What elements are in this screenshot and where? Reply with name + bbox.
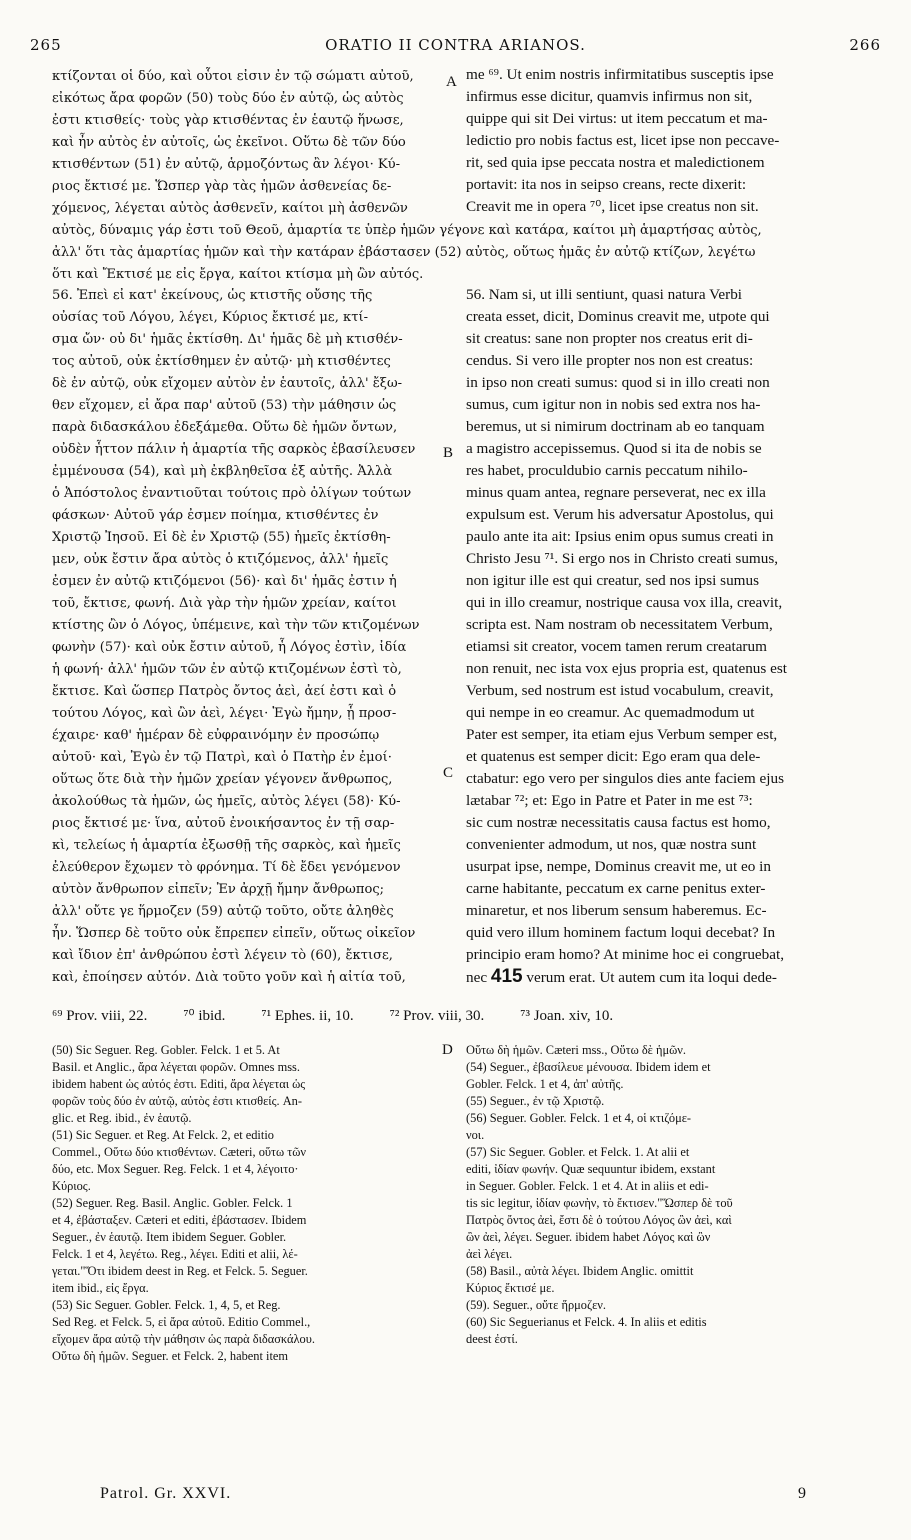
text-line: sic cum nostræ necessitatis causa factus est homo, [466, 814, 771, 831]
text-line: ὅτι καὶ Ἔκτισέ με εἰς ἔργα, καίτοι κτίσμα μὴ ὢν αὐτός. [52, 267, 424, 282]
text-line: scripta est. Nam nostram ob necessitatem Verbum, [466, 616, 773, 633]
reference-item: ⁷¹ Ephes. ii, 10. [261, 1008, 354, 1024]
text-line: a magistro accepissemus. Quod si ita de nobis se [466, 440, 762, 457]
text-line: convenienter admodum, ut nos, quæ nostra sunt [466, 836, 757, 853]
footnote-line: in Seguer. Gobler. Felck. 1 et 4. At in aliis et edi- [466, 1179, 709, 1193]
footnote-line: (50) Sic Seguer. Reg. Gobler. Felck. 1 et 5. At [52, 1043, 280, 1057]
footnote-line: Sed Reg. et Felck. 5, εἰ ἄρα αὐτοῦ. Editio Commel., [52, 1315, 311, 1329]
footnote-line: (52) Seguer. Reg. Basil. Anglic. Gobler. Felck. 1 [52, 1196, 293, 1210]
text-line: τούτου Λόγος, καὶ ὢν ἀεὶ, λέγει· Ἐγὼ ἤμην, ᾗ προσ- [52, 706, 397, 721]
text-line: τος αὐτοῦ, οὐκ ἐκτίσθημεν ἐν αὐτῷ· μὴ κτισθέντες [52, 354, 391, 369]
text-line: in ipso non creati sumus: quod si in illo creati non [466, 374, 770, 391]
greek-column-top [52, 66, 452, 220]
footnote-line: (58) Basil., αὐτὰ λέγει. Ibidem Anglic. omittit [466, 1264, 694, 1278]
footnote-line: γεται."Ὅτι ibidem deest in Reg. et Felck. 5. Seguer. [52, 1264, 308, 1278]
text-line: Verbum, sed nostrum est istud vocabulum, creavit, [466, 682, 774, 699]
footnote-line: (56) Seguer. Gobler. Felck. 1 et 4, οἱ κτιζόμε- [466, 1111, 692, 1125]
text-line: παρὰ διδασκάλου ἐδεξάμεθα. Οὕτω δὲ ἡμῶν ὄντων, [52, 420, 398, 435]
text-line: ἐσμεν ἐν αὐτῷ κτιζόμενοι (56)· καὶ δι' ἡμᾶς ἐστιν ἡ [52, 574, 397, 589]
footnote-line: Felck. 1 et 4, λεγέτω. Reg., λέγει. Editi et alii, λέ- [52, 1247, 298, 1261]
text-line: ριος ἔκτισέ με. Ὥσπερ γὰρ τὰς ἡμῶν ἀσθενείας δε- [52, 179, 392, 194]
text-line: θεν εἴχομεν, εἰ ἄρα παρ' αὐτοῦ (53) τὴν μάθησιν ὡς [52, 398, 397, 413]
footnote-line: Commel., Οὕτω δύο κτισθέντων. Cæteri, οὕτω τῶν [52, 1145, 306, 1159]
page-number-right: 266 [849, 36, 881, 54]
footnote-line: editi, ἰδίαν φωνήν. Quæ sequuntur ibidem, exstant [466, 1162, 716, 1176]
text-line: τοῦ, ἔκτισε, φωνή. Διὰ γὰρ τὴν ἡμῶν χρείαν, καίτοι [52, 596, 397, 611]
text-line: ριος ἔκτισέ με· ἵνα, αὐτοῦ ἐνοικήσαντος ἐν τῇ σαρ- [52, 816, 395, 831]
text-line: ἀκολούθως τὰ ἡμῶν, ὡς ἡμεῖς, αὐτὸς λέγει (58)· Κύ- [52, 794, 401, 809]
text-line: rit, sed quia ipse peccata nostra et maledictionem [466, 154, 765, 171]
text-line: Creavit me in opera ⁷⁰, licet ipse creatus non sit. [466, 198, 759, 215]
footnote-line: ibidem habent ὡς αὐτός ἐστι. Editi, ἄρα λέγεται ὡς [52, 1077, 306, 1091]
text-line: Χριστῷ Ἰησοῦ. Εἰ δὲ ἐν Χριστῷ (55) ἡμεῖς ἐκτίσθη- [52, 530, 391, 545]
text-line: qui in illo creamur, nostrique causa vox illa, creavit, [466, 594, 783, 611]
text-line: σμα ὤν· οὐ δι' ἡμᾶς ἐκτίσθη. Δι' ἡμᾶς δὲ μὴ κτισθέν- [52, 332, 403, 347]
text-line: ἀλλ' ὅτι τὰς ἁμαρτίας ἡμῶν καὶ τὴν κατάραν ἐβάστασεν (52) αὐτὸς, οὕτως ἡμᾶς ἐν αὐτῷ κτίζων, λεγέτω [52, 245, 756, 260]
section-marker-b: B [443, 445, 454, 461]
text-line: φάσκων· Αὐτοῦ γάρ ἐσμεν ποίημα, κτισθέντες ἐν [52, 508, 379, 523]
text-line: carne habitante, peccatum ex carne penitus exter- [466, 880, 766, 897]
section-marker-d: D [442, 1042, 453, 1058]
text-line: quid vero illum hominem factum loqui decebat? In [466, 924, 776, 941]
footnote-line: ἀεὶ λέγει. [466, 1247, 513, 1261]
text-line: καὶ ἦν αὐτὸς ἐν αὐτοῖς, ὡς ἐκεῖνοι. Οὕτω δὲ τῶν δύο [52, 135, 406, 150]
text-line: αὐτοῦ· καὶ, Ἐγὼ ἐν τῷ Πατρὶ, καὶ ὁ Πατὴρ ἐν ἐμοί· [52, 750, 392, 765]
text-line: ctabatur: ego vero per singulos dies ante faciem ejus [466, 770, 784, 787]
text-line: καὶ, ἐποίησεν αὐτόν. Διὰ τοῦτο γοῦν καὶ ἡ αἰτία τοῦ, [52, 970, 406, 985]
reference-item: ⁷⁰ ibid. [183, 1008, 226, 1024]
footnote-line: Κύριος. [52, 1179, 91, 1193]
text-line: ἐμμένουσα (54), καὶ μὴ ἐκβληθεῖσα ἐξ αὐτῆς. Ἀλλὰ [52, 464, 393, 479]
text-line: δὲ ἐν αὐτῷ, οὐκ εἴχομεν αὐτὸν ἐν ἑαυτοῖς, ἀλλ' ἔξω- [52, 376, 403, 391]
reference-item: ⁷² Prov. viii, 30. [389, 1008, 485, 1024]
text-line: καὶ ἴδιον ἐπ' ἀνθρώπου ἐστὶ λέγειν τὸ (60), ἔκτισε, [52, 948, 393, 963]
footnote-line: νοι. [466, 1128, 485, 1142]
running-head [30, 36, 881, 60]
footnote-line: Πατρὸς ὄντος ἀεὶ, ἔστι δὲ ὁ τούτου Λόγος ὢν ἀεὶ, καὶ [466, 1213, 732, 1227]
text-line: minaretur, et nos liberum sensum haberemus. Ec- [466, 902, 767, 919]
footer-signature: 9 [798, 1485, 806, 1502]
text-line: res habet, proculdubio carnis peccatum nihilo- [466, 462, 748, 479]
text-line: εἰκότως ἄρα φορῶν (50) τοὺς δύο ἐν αὐτῷ, ὡς αὐτὸς [52, 91, 404, 106]
footnote-line: εἴχομεν ἄρα αὐτῷ τὴν μάθησιν ὡς παρὰ διδασκάλου. [52, 1332, 315, 1346]
text-line: principio eram homo? At minime hoc ei congruebat, [466, 946, 785, 963]
footnote-line: Κύριος ἔκτισέ με. [466, 1281, 555, 1295]
text-line: ἐστι κτισθείς· τοὺς γὰρ κτισθέντας ἐν ἑαυτῷ ἥνωσε, [52, 113, 404, 128]
footnote-line: item ibid., εἰς ἔργα. [52, 1281, 149, 1295]
greek-full-width-text [52, 220, 878, 286]
text-line: κτίζονται οἱ δύο, καὶ οὗτοι εἰσιν ἐν τῷ σώματι αὐτοῦ, [52, 69, 414, 84]
text-line: me ⁶⁹. Ut enim nostris infirmitatibus susceptis ipse [466, 66, 774, 83]
text-line: minus quam antea, regnare perseverat, nec ex illa [466, 484, 766, 501]
text-line: ὁ Ἀπόστολος ἐναντιοῦται τούτοις πρὸ ὀλίγων τούτων [52, 486, 412, 501]
text-line: έχαιρε· καθ' ἡμέραν δὲ εὐφραινόμην ἐν προσώπῳ [52, 728, 380, 743]
text-line: οὐσίας τοῦ Λόγου, λέγει, Κύριος ἔκτισέ με, κτί- [52, 310, 369, 325]
footnote-line: (59). Seguer., οὔτε ἥρμοζεν. [466, 1298, 606, 1312]
footnote-line: ὢν ἀεὶ, λέγει. Seguer. ibidem habet Λόγος καὶ ὢν [466, 1230, 711, 1244]
footnote-line: (51) Sic Seguer. et Reg. At Felck. 2, et editio [52, 1128, 274, 1142]
text-line: 56. Nam si, ut illi sentiunt, quasi natura Verbi [466, 286, 743, 303]
text-line: 56. Ἐπεὶ εἰ κατ' ἐκείνους, ὡς κτιστῆς οὔσης τῆς [52, 288, 373, 303]
text-line [466, 966, 878, 989]
text-line: ἦν. Ὥσπερ δὲ τοῦτο οὐκ ἔπρεπεν εἰπεῖν, οὕτως οἰκεῖον [52, 926, 416, 941]
latin-column-main [466, 284, 878, 989]
greek-column-main [52, 285, 452, 989]
footnote-line: deest ἐστί. [466, 1332, 518, 1346]
footnote-line: (60) Sic Seguerianus et Felck. 4. In aliis et editis [466, 1315, 707, 1329]
text-line: Pater est semper, ita etiam ejus Verbum semper est, [466, 726, 778, 743]
latin-column-top [466, 64, 878, 218]
section-marker-a: A [446, 74, 457, 90]
text-line: qui nempe in eo creamur. Ac quemadmodum ut [466, 704, 755, 721]
footnote-line: Gobler. Felck. 1 et 4, ἀπ' αὐτῆς. [466, 1077, 624, 1091]
text-line: αὐτὸν ἄνθρωπον εἰπεῖν; Ἐν ἀρχῇ ἤμην ἄνθρωπος; [52, 882, 385, 897]
footnote-line: Οὕτω δὴ ἡμῶν. Cæteri mss., Οὕτω δὲ ἡμῶν. [466, 1043, 686, 1057]
footnote-line: tis sic legitur, ἰδίαν φωνὴν, τὸ ἔκτισεν."Ὥσπερ δὲ τοῦ [466, 1196, 733, 1210]
text-line: sumus, cum igitur non in nobis sed extra nos ha- [466, 396, 761, 413]
text-fragment: verum erat. Ut autem cum ita loqui dede- [522, 969, 777, 986]
footnote-line: Οὕτω δὴ ἡμῶν. Seguer. et Felck. 2, habent item [52, 1349, 289, 1363]
footer-series: Patrol. Gr. XXVI. [100, 1485, 232, 1502]
text-line: non igitur ille est qui creatur, sed nos ipsi sumus [466, 572, 759, 589]
text-line: ἀλλ' οὔτε γε ἥρμοζεν (59) αὐτῷ τοῦτο, οὔτε ἀληθὲς [52, 904, 394, 919]
text-line: οὕτως ὅτε διὰ τὴν ἡμῶν χρείαν γέγονεν ἄνθρωπος, [52, 772, 393, 787]
text-line: etiamsi sit creator, vocem tamen rerum creatarum [466, 638, 767, 655]
footnotes-right [466, 1042, 878, 1348]
footnote-line: φορῶν τοὺς δύο ἐν αὐτῷ, αὐτὸς ἐστι κτισθείς. An- [52, 1094, 303, 1108]
text-line: cendus. Si vero ille propter nos non est creatus: [466, 352, 754, 369]
text-line: κτισθέντων (51) ἐν αὐτῷ, ἁρμοζόντως ἂν λέγοι· Κύ- [52, 157, 401, 172]
footnote-line: Seguer., ἐν ἑαυτῷ. Item ibidem Seguer. Gobler. [52, 1230, 287, 1244]
scripture-references [52, 1006, 871, 1025]
footnote-line: (57) Sic Seguer. Gobler. et Felck. 1. At alii et [466, 1145, 690, 1159]
text-line: portavit: ita nos in seipso creans, recte dixerit: [466, 176, 747, 193]
text-line: αὐτὸς, δύναμις γάρ ἐστι τοῦ Θεοῦ, ἁμαρτία τε ὑπὲρ ἡμῶν γέγονε καὶ κατάρα, καίτοι μὴ ἁμαρτήσας αὐτὸς, [52, 223, 762, 238]
page-title: ORATIO II CONTRA ARIANOS. [325, 36, 586, 54]
footnote-line: (55) Seguer., ἐν τῷ Χριστῷ. [466, 1094, 605, 1108]
text-fragment: nec [466, 969, 491, 986]
footnote-line: glic. et Reg. ibid., ἐν ἑαυτῷ. [52, 1111, 192, 1125]
text-line: creata esset, dicit, Dominus creavit me, utpote qui [466, 308, 770, 325]
text-line: infirmus esse dicitur, quamvis infirmus non sit, [466, 88, 753, 105]
text-line: quippe qui sit Dei virtus: ut item peccatum et ma- [466, 110, 768, 127]
reference-item: ⁷³ Joan. xiv, 10. [520, 1008, 614, 1024]
footnote-line: Basil. et Anglic., ἄρα λέγεται φορῶν. Omnes mss. [52, 1060, 300, 1074]
text-line: ledictio pro nobis factus est, licet ipse non peccave- [466, 132, 780, 149]
text-line: beremus, ut si nimirum doctrinam ab eo tanquam [466, 418, 765, 435]
footnote-line: (53) Sic Seguer. Gobler. Felck. 1, 4, 5, et Reg. [52, 1298, 281, 1312]
text-line: sit creatus: sane non propter nos creatus erit di- [466, 330, 753, 347]
text-line: usurpat ipse, nempe, Dominus creavit me, ut eo in [466, 858, 771, 875]
text-line: μεν, οὐκ ἔστιν ἄρα αὐτὸς ὁ κτιζόμενος, ἀλλ' ἡμεῖς [52, 552, 389, 567]
footnotes-left [52, 1042, 452, 1365]
footnote-line: et 4, ἐβάσταξεν. Cæteri et editi, ἐβάστασεν. Ibidem [52, 1213, 307, 1227]
text-line: ἔκτισε. Καὶ ὥσπερ Πατρὸς ὄντος ἀεὶ, ἀεί ἐστι καὶ ὁ [52, 684, 397, 699]
footnote-line: δύο, etc. Mox Seguer. Reg. Felck. 1 et 4, λέγοιτο· [52, 1162, 299, 1176]
text-line: φωνὴν (57)· καὶ οὐκ ἔστιν αὐτοῦ, ἧ Λόγος ἐστὶν, ἰδία [52, 640, 407, 655]
text-line: οὐδὲν ἧττον πάλιν ἡ ἁμαρτία τῆς σαρκὸς ἐβασίλευσεν [52, 442, 416, 457]
text-line: et quatenus est semper dicit: Ego eram qua dele- [466, 748, 761, 765]
text-line: κτίστης ὢν ὁ Λόγος, ὑπέμεινε, καὶ τὴν τῶν κτιζομένων [52, 618, 420, 633]
text-line: lætabar ⁷²; et: Ego in Patre et Pater in me est ⁷³: [466, 792, 753, 809]
text-line: Christo Jesu ⁷¹. Si ergo nos in Christo creati sumus, [466, 550, 779, 567]
footnote-line: (54) Seguer., ἐβασίλευε μένουσα. Ibidem idem et [466, 1060, 711, 1074]
section-marker-c: C [443, 765, 454, 781]
reference-item: ⁶⁹ Prov. viii, 22. [52, 1008, 148, 1024]
text-line: paulo ante ita ait: Ipsius enim opus sumus creati in [466, 528, 774, 545]
text-line: χόμενος, λέγεται αὐτὸς ἀσθενεῖν, καίτοι μὴ ἀσθενῶν [52, 201, 408, 216]
text-line: expulsum est. Verum his adversatur Apostolus, qui [466, 506, 774, 523]
page-number-left: 265 [30, 36, 62, 54]
text-line: non renuit, nec ista vox ejus propria est, quatenus est [466, 660, 787, 677]
text-line: κὶ, τελείως ἡ ἁμαρτία ἐξωσθῇ τῆς σαρκὸς, καὶ ἡμεῖς [52, 838, 401, 853]
text-line: ἡ φωνή· ἀλλ' ἡμῶν τῶν ἐν αὐτῷ κτιζομένων ἐστὶ τὸ, [52, 662, 402, 677]
column-number: 415 [490, 966, 523, 987]
text-line: ἐλεύθερον ἔχωμεν τὸ φρόνημα. Τί δὲ ἔδει γενόμενον [52, 860, 401, 875]
